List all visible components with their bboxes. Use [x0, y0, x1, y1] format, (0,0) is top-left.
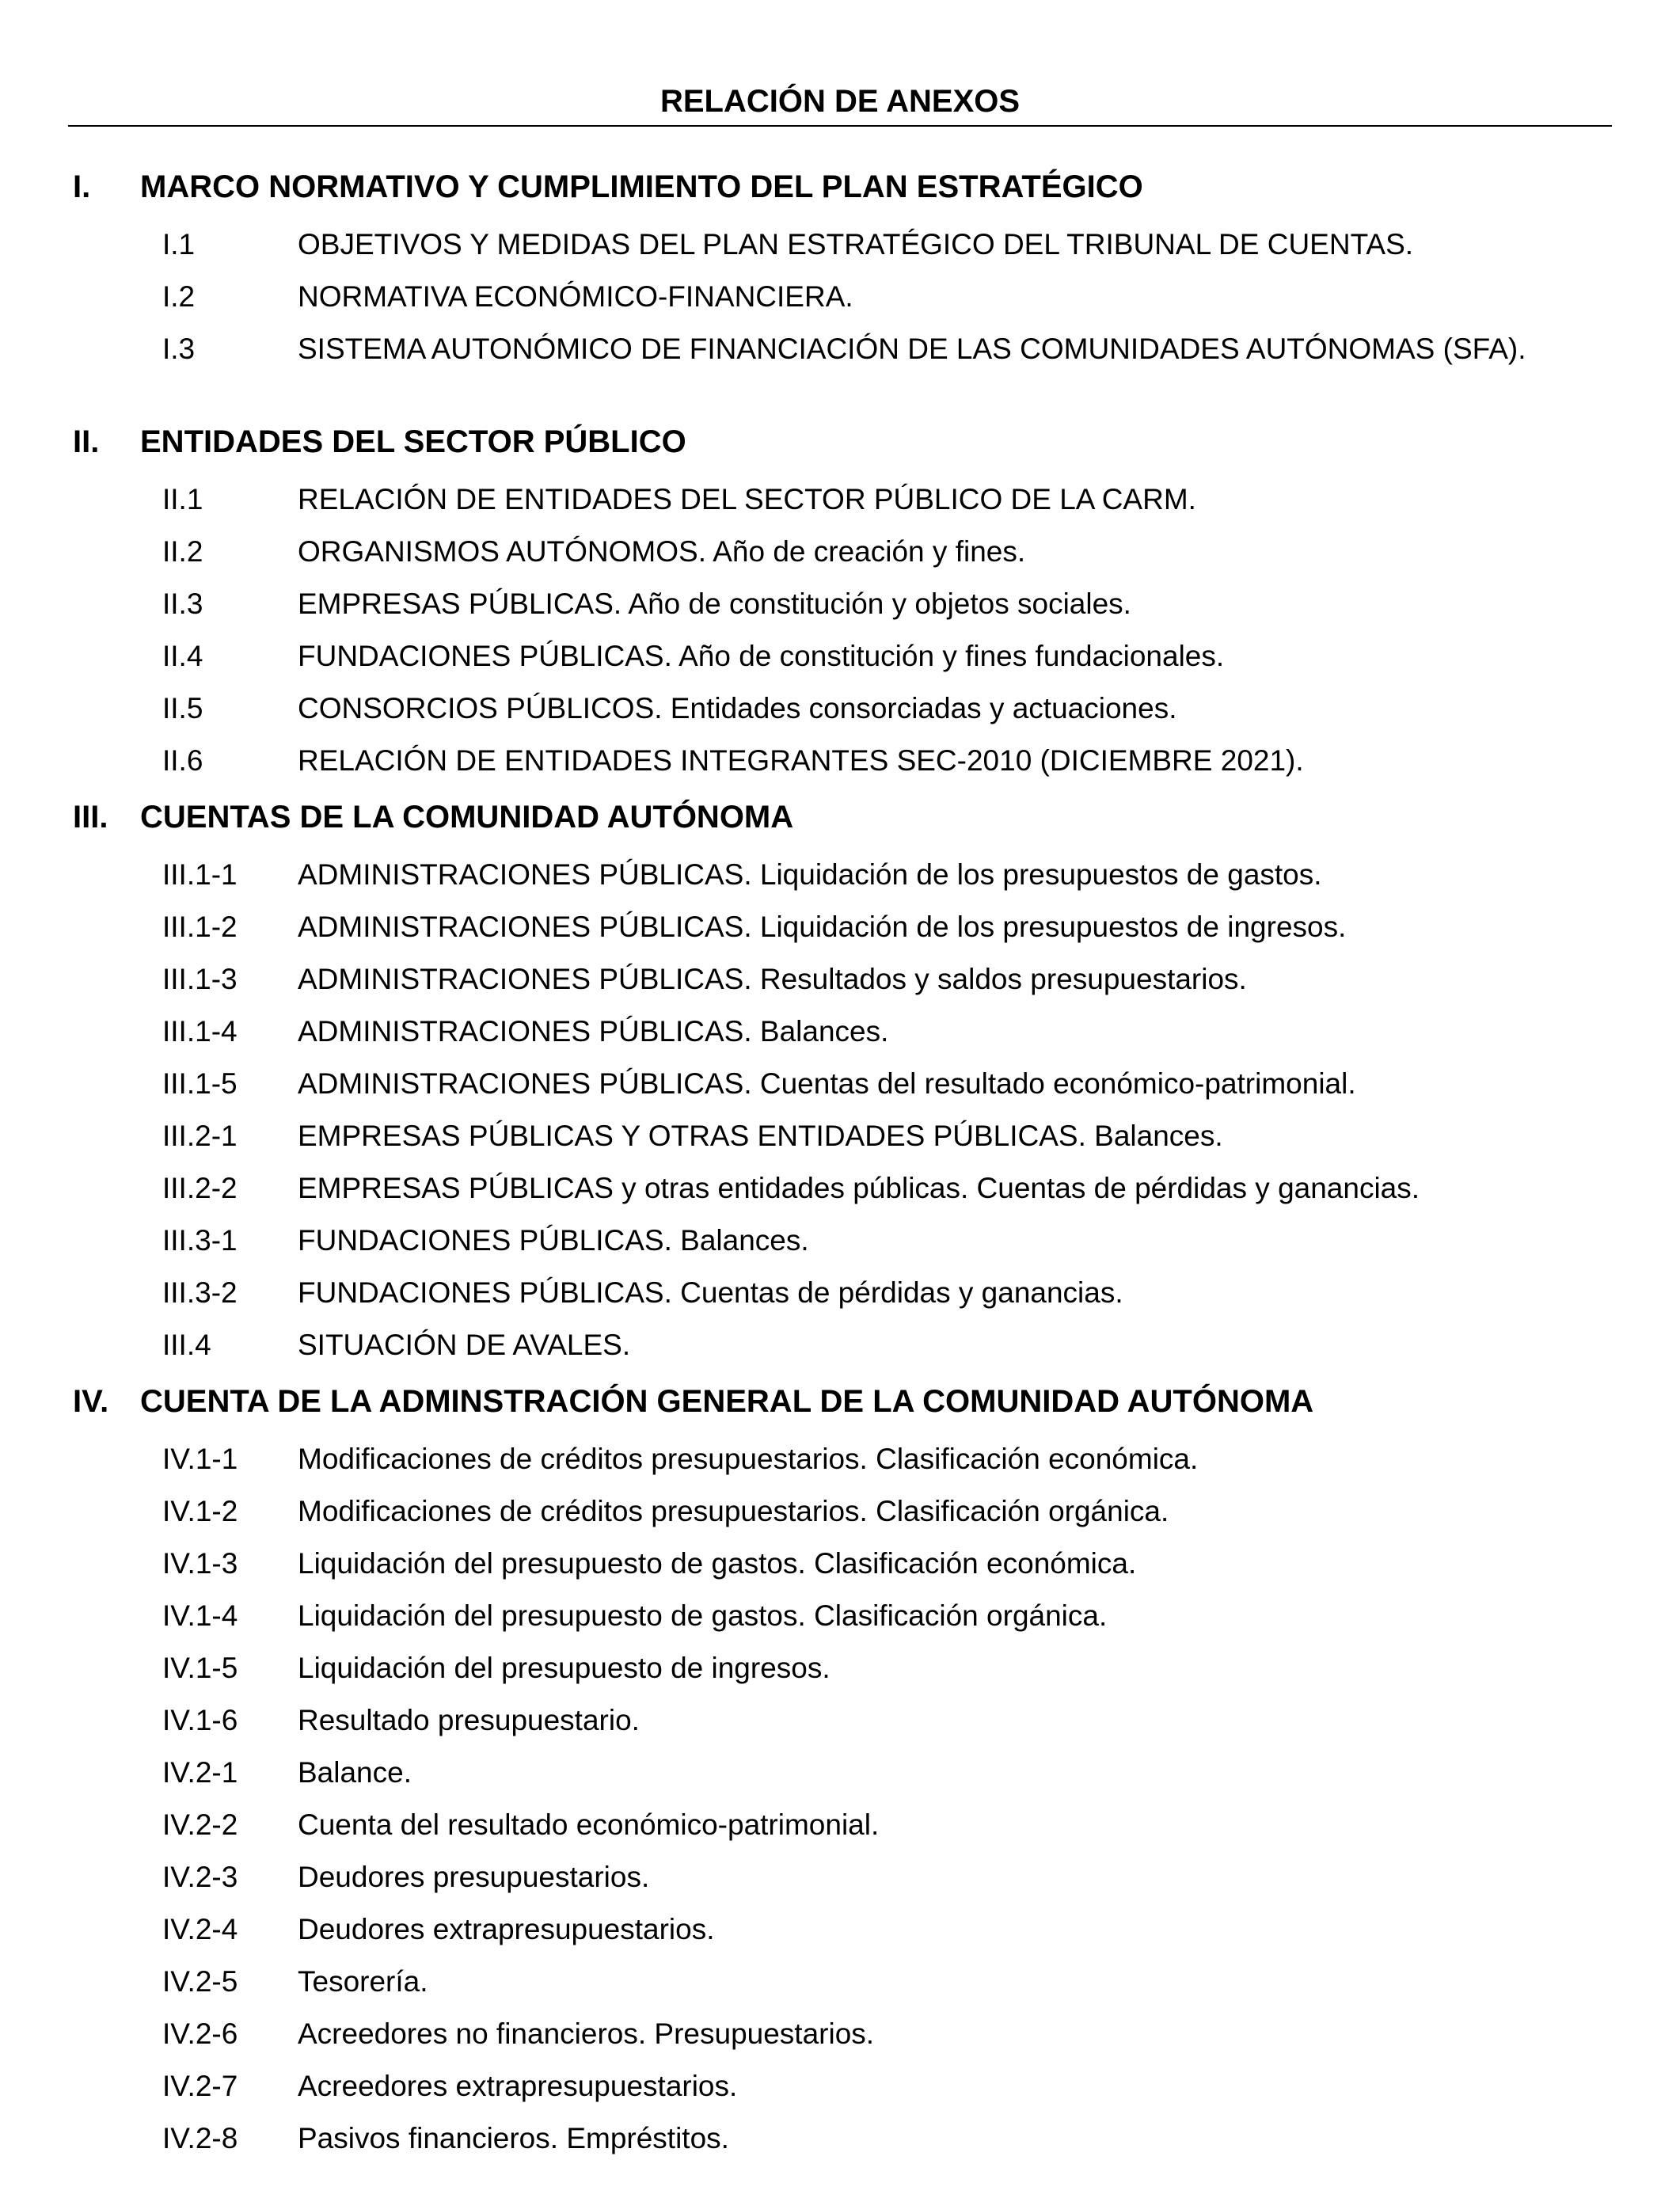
- annex-number: II.4: [162, 640, 203, 672]
- title-underline-divider: [68, 125, 1612, 127]
- annex-title: Balance.: [298, 1756, 412, 1789]
- annex-number: III.1-1: [162, 858, 238, 891]
- annex-number: I.1: [162, 228, 196, 260]
- annex-number: IV.2-1: [162, 1756, 238, 1789]
- annex-number: IV.1-5: [162, 1652, 238, 1684]
- annex-number: IV.2-3: [162, 1861, 238, 1893]
- annex-title: OBJETIVOS Y MEDIDAS DEL PLAN ESTRATÉGICO DEL TRIBUNAL DE CUENTAS.: [298, 228, 1414, 260]
- annex-number: III.1-3: [162, 963, 238, 995]
- annex-number: III.3-1: [162, 1224, 238, 1257]
- annex-number: III.1-4: [162, 1015, 238, 1048]
- annex-number: IV.2-8: [162, 2122, 238, 2154]
- annex-title: EMPRESAS PÚBLICAS. Año de constitución y objetos sociales.: [298, 588, 1131, 620]
- annex-title: Modificaciones de créditos presupuestarios. Clasificación económica.: [298, 1443, 1199, 1475]
- section-title: CUENTAS DE LA COMUNIDAD AUTÓNOMA: [140, 800, 794, 835]
- annex-number: III.4: [162, 1329, 211, 1361]
- annex-number: II.6: [162, 744, 203, 777]
- annex-title: Liquidación del presupuesto de gastos. Clasificación orgánica.: [298, 1599, 1108, 1632]
- annex-number: II.3: [162, 588, 203, 620]
- annex-number: IV.2-5: [162, 1965, 238, 1998]
- annex-number: IV.1-4: [162, 1599, 238, 1632]
- annex-number: II.2: [162, 535, 203, 568]
- annex-number: II.1: [162, 483, 203, 515]
- annex-title: NORMATIVA ECONÓMICO-FINANCIERA.: [298, 280, 853, 313]
- annex-number: IV.2-7: [162, 2070, 238, 2102]
- annex-number: IV.2-4: [162, 1913, 238, 1945]
- annex-number: IV.1-6: [162, 1704, 238, 1736]
- annex-number: I.3: [162, 333, 196, 365]
- annex-title: SITUACIÓN DE AVALES.: [298, 1329, 631, 1361]
- section-title: CUENTA DE LA ADMINSTRACIÓN GENERAL DE LA COMUNIDAD AUTÓNOMA: [140, 1384, 1314, 1419]
- annex-number: IV.2-6: [162, 2017, 238, 2050]
- annex-number: II.5: [162, 692, 203, 724]
- annex-title: RELACIÓN DE ENTIDADES DEL SECTOR PÚBLICO DE LA CARM.: [298, 483, 1196, 515]
- annex-title: EMPRESAS PÚBLICAS y otras entidades públicas. Cuentas de pérdidas y ganancias.: [298, 1172, 1420, 1204]
- annex-title: ADMINISTRACIONES PÚBLICAS. Resultados y saldos presupuestarios.: [298, 963, 1247, 995]
- annex-title: EMPRESAS PÚBLICAS Y OTRAS ENTIDADES PÚBLICAS. Balances.: [298, 1120, 1223, 1152]
- section-number: I.: [73, 169, 91, 204]
- section-number: II.: [73, 424, 100, 459]
- annex-title: Liquidación del presupuesto de gastos. Clasificación económica.: [298, 1547, 1137, 1580]
- section-title: MARCO NORMATIVO Y CUMPLIMIENTO DEL PLAN ESTRATÉGICO: [140, 169, 1143, 204]
- annex-title: Liquidación del presupuesto de ingresos.: [298, 1652, 830, 1684]
- annex-number: IV.1-1: [162, 1443, 238, 1475]
- annex-number: IV.2-2: [162, 1808, 238, 1841]
- annex-number: III.3-2: [162, 1276, 238, 1309]
- section-number: IV.: [73, 1384, 109, 1419]
- annex-title: ADMINISTRACIONES PÚBLICAS. Liquidación de los presupuestos de ingresos.: [298, 911, 1347, 943]
- annex-title: Cuenta del resultado económico-patrimonial.: [298, 1808, 880, 1841]
- annex-number: IV.1-3: [162, 1547, 238, 1580]
- annex-title: FUNDACIONES PÚBLICAS. Año de constitución y fines fundacionales.: [298, 640, 1225, 672]
- annex-title: Deudores presupuestarios.: [298, 1861, 650, 1893]
- annex-number: III.2-1: [162, 1120, 238, 1152]
- annex-title: Deudores extrapresupuestarios.: [298, 1913, 715, 1945]
- annex-number: IV.1-2: [162, 1495, 238, 1527]
- annex-title: Modificaciones de créditos presupuestarios. Clasificación orgánica.: [298, 1495, 1169, 1527]
- annex-number: III.2-2: [162, 1172, 238, 1204]
- annex-title: Pasivos financieros. Empréstitos.: [298, 2122, 729, 2154]
- annex-title: Acreedores no financieros. Presupuestarios.: [298, 2017, 875, 2050]
- section-title: ENTIDADES DEL SECTOR PÚBLICO: [140, 424, 686, 459]
- annex-title: FUNDACIONES PÚBLICAS. Cuentas de pérdidas y ganancias.: [298, 1276, 1123, 1309]
- annex-title: ORGANISMOS AUTÓNOMOS. Año de creación y fines.: [298, 535, 1026, 568]
- annex-title: RELACIÓN DE ENTIDADES INTEGRANTES SEC-2010 (DICIEMBRE 2021).: [298, 744, 1304, 777]
- annex-title: Acreedores extrapresupuestarios.: [298, 2070, 738, 2102]
- annex-title: FUNDACIONES PÚBLICAS. Balances.: [298, 1224, 809, 1257]
- annex-title: Tesorería.: [298, 1965, 428, 1998]
- annex-title: ADMINISTRACIONES PÚBLICAS. Liquidación de los presupuestos de gastos.: [298, 858, 1322, 891]
- annex-title: SISTEMA AUTONÓMICO DE FINANCIACIÓN DE LAS COMUNIDADES AUTÓNOMAS (SFA).: [298, 333, 1526, 365]
- section-number: III.: [73, 800, 108, 835]
- annex-title: ADMINISTRACIONES PÚBLICAS. Balances.: [298, 1015, 889, 1048]
- page-title: RELACIÓN DE ANEXOS: [659, 84, 1021, 119]
- annex-title: ADMINISTRACIONES PÚBLICAS. Cuentas del resultado económico-patrimonial.: [298, 1067, 1356, 1100]
- annex-number: III.1-2: [162, 911, 238, 943]
- annex-number: III.1-5: [162, 1067, 238, 1100]
- annex-title: Resultado presupuestario.: [298, 1704, 640, 1736]
- annex-title: CONSORCIOS PÚBLICOS. Entidades consorciadas y actuaciones.: [298, 692, 1177, 724]
- annex-number: I.2: [162, 280, 196, 313]
